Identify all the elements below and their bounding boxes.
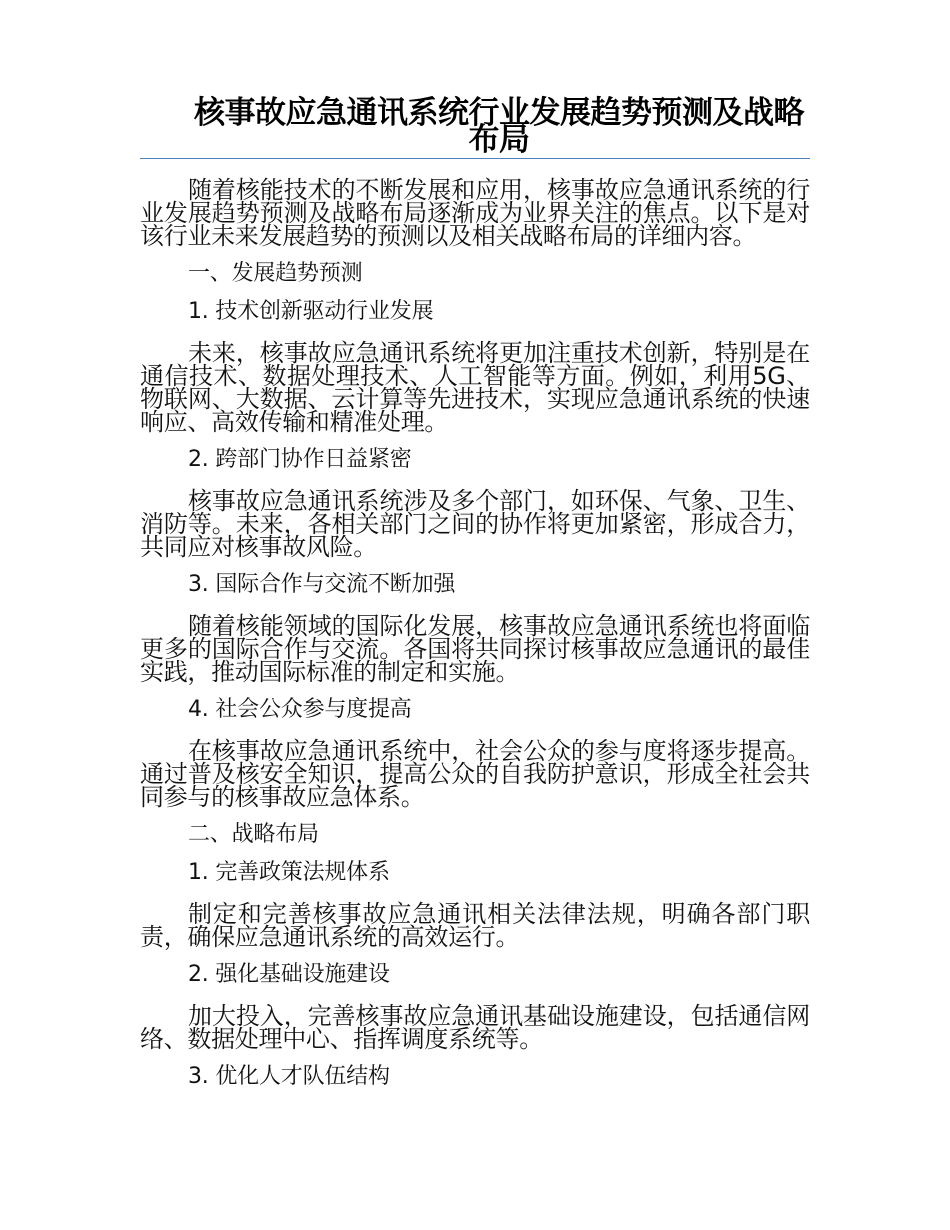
paragraph-tech-innovation: 未来，核事故应急通讯系统将更加注重技术创新，特别是在通信技术、数据处理技术、人工智能等方面。例如，利用5G、物联网、大数据、云计算等先进技术，实现应急通讯系统的快速响应、高效传输和精准处理。 [140,339,810,436]
subheading-tech-innovation: 1. 技术创新驱动行业发展 [188,299,434,324]
section-heading-strategy: 二、战略布局 [188,822,319,847]
paragraph-policy: 制定和完善核事故应急通讯相关法律法规，明确各部门职责，确保应急通讯系统的高效运行。 [140,900,810,951]
section-heading-trends: 一、发展趋势预测 [188,261,363,286]
subheading-policy: 1. 完善政策法规体系 [188,860,390,885]
subheading-talent: 3. 优化人才队伍结构 [188,1064,390,1089]
title-underline [140,158,810,159]
subheading-international: 3. 国际合作与交流不断加强 [188,572,456,597]
paragraph-public-participation: 在核事故应急通讯系统中，社会公众的参与度将逐步提高。通过普及核安全知识，提高公众的自我防护意识，形成全社会共同参与的核事故应急体系。 [140,737,810,811]
subheading-infrastructure: 2. 强化基础设施建设 [188,962,390,987]
intro-paragraph: 随着核能技术的不断发展和应用，核事故应急通讯系统的行业发展趋势预测及战略布局逐渐成为业界关注的焦点。以下是对该行业未来发展趋势的预测以及相关战略布局的详细内容。 [140,176,810,250]
subheading-public-participation: 4. 社会公众参与度提高 [188,697,412,722]
document-page [140,95,810,1089]
paragraph-international: 随着核能领域的国际化发展，核事故应急通讯系统也将面临更多的国际合作与交流。各国将共同探讨核事故应急通讯的最佳实践，推动国际标准的制定和实施。 [140,612,810,686]
subheading-cross-department: 2. 跨部门协作日益紧密 [188,447,412,472]
paragraph-infrastructure: 加大投入，完善核事故应急通讯基础设施建设，包括通信网络、数据处理中心、指挥调度系统等。 [140,1002,810,1053]
paragraph-cross-department: 核事故应急通讯系统涉及多个部门，如环保、气象、卫生、消防等。未来，各相关部门之间的协作将更加紧密，形成合力，共同应对核事故风险。 [140,487,810,561]
document-title: 核事故应急通讯系统行业发展趋势预测及战略布局 [194,95,804,158]
